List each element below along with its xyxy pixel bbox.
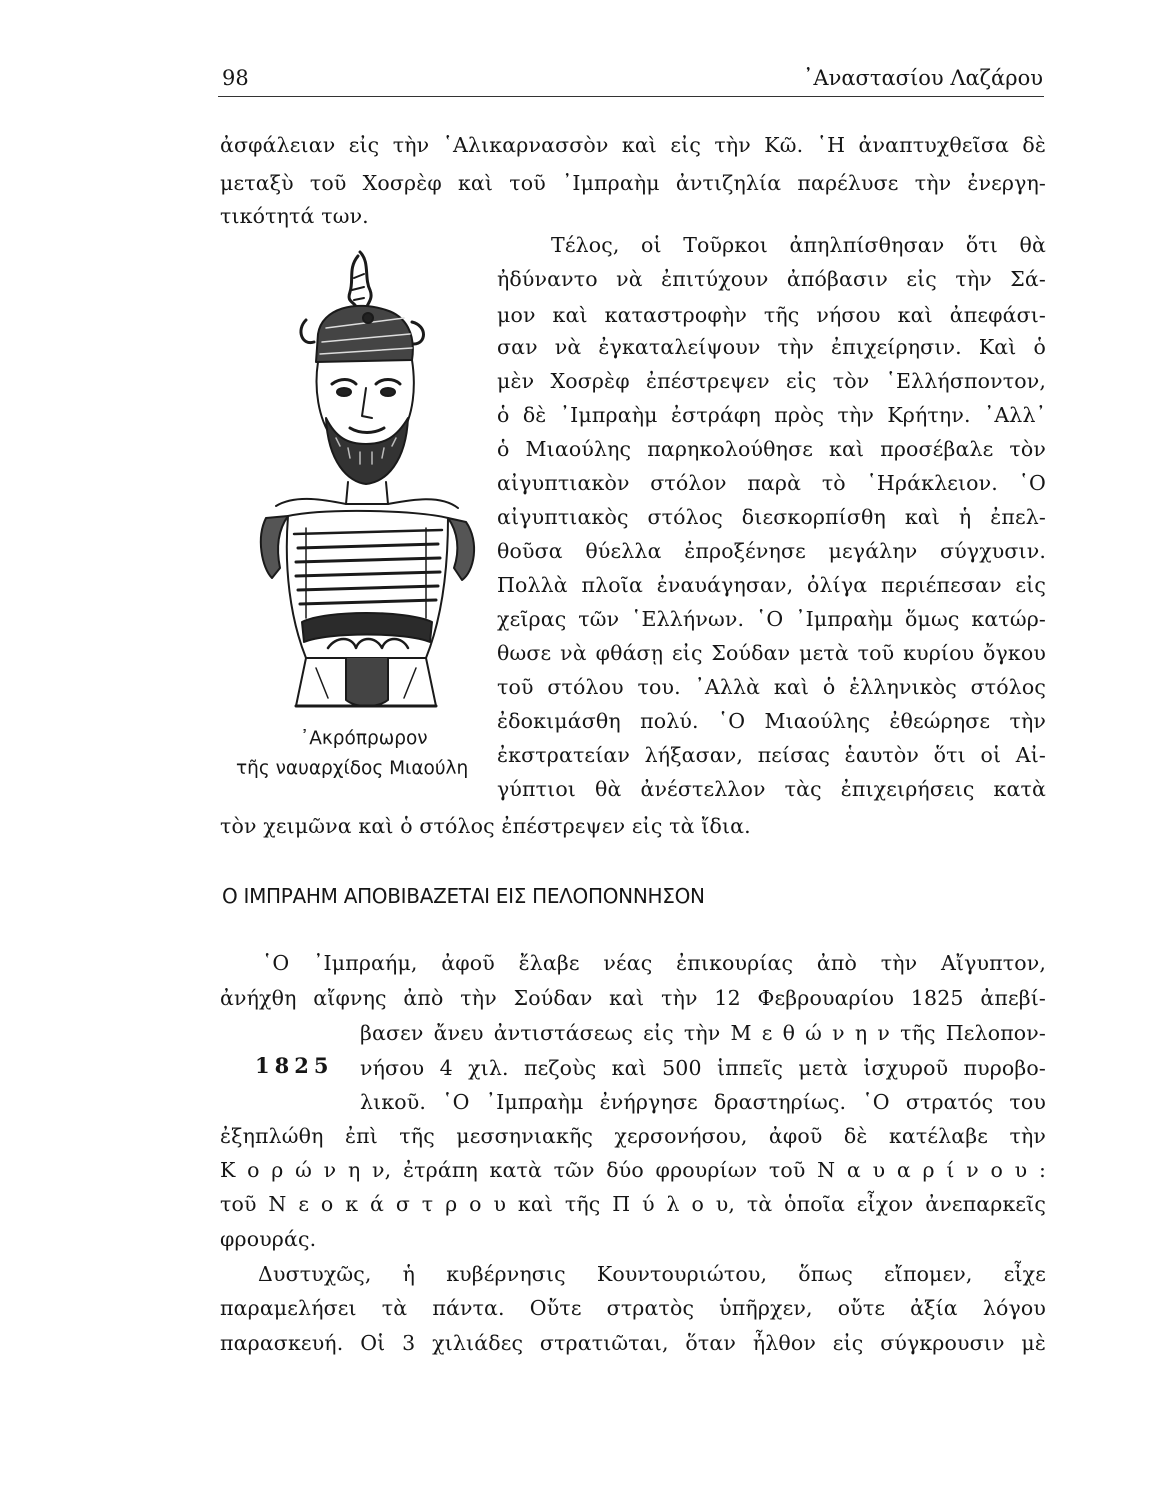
text-line: ἀνήχθη αἴφνης ἀπὸ τὴν Σούδαν καὶ τὴν 12 Φεβρουαρίου 1825 ἀπεβί-	[220, 986, 1046, 1010]
text-line: παραμελήσει τὰ πάντα. Οὔτε στρατὸς ὑπῆρχεν, οὔτε ἀξία λόγου	[220, 1296, 1046, 1320]
text-line: γύπτιοι θὰ ἀνέστελλον τὰς ἐπιχειρήσεις κατὰ	[497, 777, 1046, 801]
figurehead-bust-illustration	[236, 238, 494, 728]
text-line: ῾Ο ᾿Ιμπραήμ, ἀφοῦ ἔλαβε νέας ἐπικουρίας ἀπὸ τὴν Αἴγυπτον,	[262, 951, 1046, 975]
text-line: ὁ Μιαούλης παρηκολούθησε καὶ προσέβαλε τὸν	[497, 437, 1046, 461]
text-line: βασεν ἄνευ ἀντιστάσεως εἰς τὴν Μ ε θ ώ ν η ν τῆς Πελοπον-	[360, 1021, 1046, 1045]
text-line: Δυστυχῶς, ἡ κυβέρνησις Κουντουριώτου, ὅπως εἴπομεν, εἶχε	[258, 1262, 1046, 1286]
text-line: Πολλὰ πλοῖα ἐναυάγησαν, ὀλίγα περιέπεσαν εἰς	[497, 573, 1046, 597]
text-line: τοῦ στόλου του. ᾿Αλλὰ καὶ ὁ ἑλληνικὸς στόλος	[497, 675, 1046, 699]
running-head-author: ᾿Αναστασίου Λαζάρου	[802, 66, 1043, 90]
text-line: τικότητά των.	[220, 204, 369, 228]
text-line: Κ ο ρ ώ ν η ν, ἐτράπη κατὰ τῶν δύο φρουρίων τοῦ Ν α υ α ρ ί ν ο υ :	[220, 1158, 1046, 1182]
text-line: τὸν χειμῶνα καὶ ὁ στόλος ἐπέστρεψεν εἰς τὰ ἴδια.	[220, 814, 751, 838]
text-line: ἐξηπλώθη ἐπὶ τῆς μεσσηνιακῆς χερσονήσου, ἀφοῦ δὲ κατέλαβε τὴν	[220, 1124, 1046, 1148]
text-line: παρασκευή. Οἱ 3 χιλιάδες στρατιῶται, ὅταν ἦλθον εἰς σύγκρουσιν μὲ	[220, 1331, 1046, 1355]
header-rule	[218, 96, 1044, 97]
text-line: αἰγυπτιακὸν στόλον παρὰ τὸ ῾Ηράκλειον. ῾Ο	[497, 471, 1046, 495]
text-line: χεῖρας τῶν ῾Ελλήνων. ῾Ο ᾿Ιμπραὴμ ὅμως κατώρ-	[497, 607, 1046, 631]
margin-year: 1825	[255, 1053, 334, 1078]
text-line: αἰγυπτιακὸς στόλος διεσκορπίσθη καὶ ἡ ἐπελ-	[497, 505, 1046, 529]
figure-caption-line2: τῆς ναυαρχίδος Μιαούλη	[236, 758, 469, 779]
text-line: ἠδύναντο νὰ ἐπιτύχουν ἀπόβασιν εἰς τὴν Σά-	[497, 267, 1046, 291]
text-line: σαν νὰ ἐγκαταλείψουν τὴν ἐπιχείρησιν. Καὶ ὁ	[497, 335, 1046, 359]
section-heading: Ο ΙΜΠΡΑΗΜ ΑΠΟΒΙΒΑΖΕΤΑΙ ΕΙΣ ΠΕΛΟΠΟΝΝΗΣΟΝ	[222, 884, 705, 908]
text-line: θοῦσα θύελλα ἐπροξένησε μεγάλην σύγχυσιν.	[497, 539, 1046, 563]
page-number: 98	[222, 66, 249, 90]
text-line: ἀσφάλειαν εἰς τὴν ῾Αλικαρνασσὸν καὶ εἰς τὴν Κῶ. ῾Η ἀναπτυχθεῖσα δὲ	[220, 133, 1046, 157]
text-line: μεταξὺ τοῦ Χοσρὲφ καὶ τοῦ ᾿Ιμπραὴμ ἀντιζηλία παρέλυσε τὴν ἐνεργη-	[220, 171, 1046, 195]
text-line: νήσου 4 χιλ. πεζοὺς καὶ 500 ἱππεῖς μετὰ ἰσχυροῦ πυροβο-	[360, 1056, 1046, 1080]
text-line: τοῦ Ν ε ο κ ά σ τ ρ ο υ καὶ τῆς Π ύ λ ο υ, τὰ ὁποῖα εἶχον ἀνεπαρκεῖς	[220, 1192, 1046, 1216]
text-line: μὲν Χοσρὲφ ἐπέστρεψεν εἰς τὸν ῾Ελλήσποντον,	[497, 369, 1046, 393]
figure-caption-line1: ᾿Ακρόπρωρον	[300, 728, 428, 749]
text-line: φρουράς.	[220, 1227, 317, 1251]
text-line: λικοῦ. ῾Ο ᾿Ιμπραὴμ ἐνήργησε δραστηρίως. ῾Ο στρατός του	[360, 1090, 1046, 1114]
text-line: μον καὶ καταστροφὴν τῆς νήσου καὶ ἀπεφάσι-	[497, 303, 1046, 327]
text-line: Τέλος, οἱ Τοῦρκοι ἀπηλπίσθησαν ὅτι θὰ	[551, 233, 1046, 257]
text-line: θωσε νὰ φθάσῃ εἰς Σούδαν μετὰ τοῦ κυρίου ὄγκου	[497, 641, 1046, 665]
text-line: ὁ δὲ ᾿Ιμπραὴμ ἐστράφη πρὸς τὴν Κρήτην. ᾿Αλλ᾿	[497, 403, 1046, 427]
text-line: ἐδοκιμάσθη πολύ. ῾Ο Μιαούλης ἐθεώρησε τὴν	[497, 709, 1046, 733]
text-line: ἐκστρατείαν λήξασαν, πείσας ἑαυτὸν ὅτι οἱ Αἰ-	[497, 743, 1046, 767]
